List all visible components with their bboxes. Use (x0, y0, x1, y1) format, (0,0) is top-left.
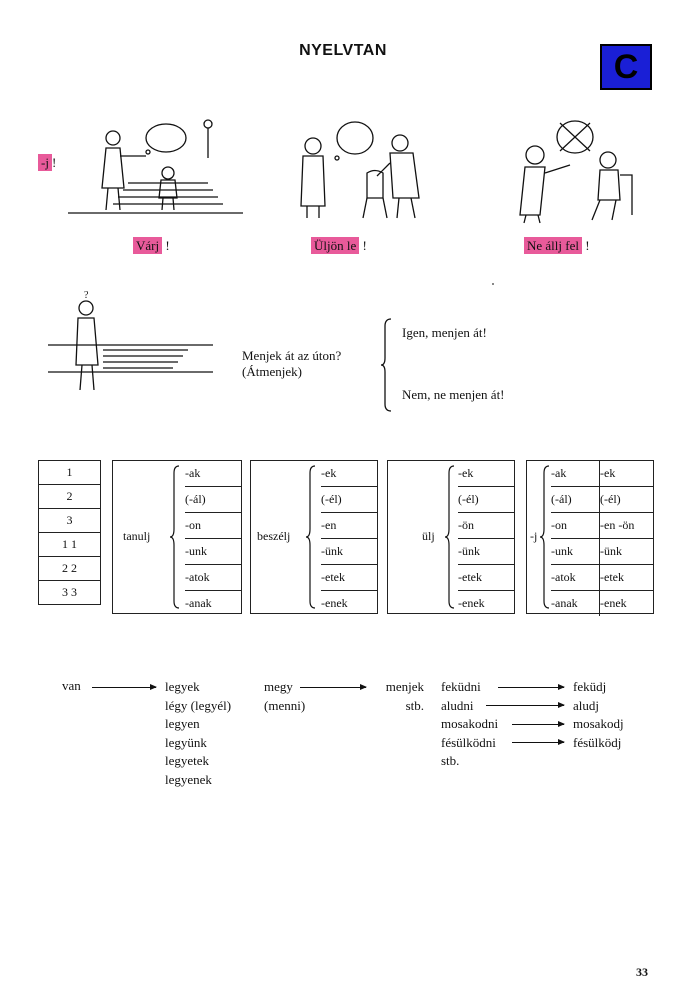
person-grid (38, 460, 101, 605)
ending: -etek (600, 565, 653, 591)
van-source: van (62, 678, 81, 693)
ending: -ünk (321, 539, 377, 565)
megy-infinitive: megy (264, 679, 293, 694)
caption-3-excl: ! (585, 238, 590, 253)
illustration-sit-down (295, 118, 435, 223)
caption-2-text: Üljön le (311, 237, 359, 254)
answer-no: Nem, ne menjen át! (402, 387, 505, 402)
ending: -ek (321, 461, 377, 487)
megy-target (376, 678, 424, 715)
form: legyen (165, 716, 200, 731)
conjugation-j-generic (526, 460, 654, 614)
ikes-to: feküdj (573, 679, 607, 694)
j-marker (38, 155, 56, 171)
caption-3-text: Ne állj fel (524, 237, 582, 254)
ikes-from: fésülködni (441, 734, 496, 750)
ending: -atok (551, 565, 599, 591)
ending: -enek (600, 596, 627, 610)
caption-1-text: Várj (133, 237, 162, 254)
ending: -on (185, 513, 241, 539)
endings-ulj (458, 461, 514, 616)
ending: (-ál) (185, 487, 241, 513)
person-cell: 2 (39, 485, 101, 509)
ending: -ak (551, 461, 599, 487)
ending: (-ál) (551, 487, 599, 513)
page-title: NYELVTAN (299, 42, 387, 59)
stem-ulj: ülj (422, 529, 435, 543)
j-marker-label: -j (38, 154, 52, 171)
ending: -ön (458, 513, 514, 539)
ikes-from: aludni (441, 697, 474, 713)
ikes-sources (441, 678, 498, 771)
ending: -enek (321, 596, 348, 610)
megy-etc: stb. (405, 697, 424, 713)
ending: -atok (185, 565, 241, 591)
endings-beszelj (321, 461, 377, 616)
ikes-to: mosakodj (573, 716, 624, 731)
ikes-from: mosakodni (441, 716, 499, 731)
arrow-icon (512, 742, 564, 743)
ending: -anak (185, 596, 212, 610)
ending: -ek (458, 461, 514, 487)
form: legyetek (165, 753, 210, 768)
person-cell: 1 1 (39, 533, 101, 557)
j-marker-excl: ! (51, 155, 57, 170)
ikes-targets (573, 678, 624, 752)
conjugation-tanulj (112, 460, 242, 614)
arrow-icon (512, 724, 564, 725)
question-line-1: Menjek át az úton? (242, 348, 342, 363)
ending: -en -ön (600, 513, 653, 539)
ikes-etc: stb. (441, 753, 460, 768)
ending: (-él) (321, 487, 377, 513)
caption-2 (311, 238, 367, 254)
ending: -anak (551, 596, 578, 610)
section-badge: C (600, 44, 652, 90)
ending: -en (321, 513, 377, 539)
person-cell: 2 2 (39, 557, 101, 581)
ikes-from: feküdni (441, 679, 481, 694)
ikes-to: fésülködj (573, 734, 622, 750)
ending: -etek (458, 565, 514, 591)
conj-brace (307, 465, 317, 609)
illustration-dont-stand-up (500, 115, 650, 225)
endings-tanulj (185, 461, 241, 616)
conj-brace (541, 465, 551, 609)
megy-infinitive-alt: (menni) (264, 697, 306, 713)
svg-text:?: ? (84, 290, 89, 301)
caption-3 (524, 238, 590, 254)
separator-dot (492, 283, 494, 285)
ending: -on (551, 513, 599, 539)
ending: -enek (458, 596, 485, 610)
van-forms (165, 678, 231, 789)
form: legyenek (165, 771, 212, 787)
ending: (-él) (458, 487, 514, 513)
arrow-icon (300, 687, 366, 688)
form: legyünk (165, 734, 207, 750)
ending: (-él) (600, 487, 653, 513)
ending: -ünk (600, 539, 653, 565)
ending: -ek (600, 461, 653, 487)
conj-brace (171, 465, 181, 609)
j-col-front (600, 461, 653, 616)
ending: -unk (551, 539, 599, 565)
stem-beszelj: beszélj (257, 529, 291, 543)
caption-1 (133, 238, 170, 254)
conj-brace (446, 465, 456, 609)
conjugation-ulj (387, 460, 515, 614)
ikes-to: aludj (573, 697, 599, 713)
form: légy (legyél) (165, 697, 232, 713)
caption-2-excl: ! (362, 238, 367, 253)
conjugation-beszelj (250, 460, 378, 614)
person-cell: 3 (39, 509, 101, 533)
ending: -etek (321, 565, 377, 591)
form: legyek (165, 679, 200, 694)
caption-1-excl: ! (165, 238, 170, 253)
arrow-icon (92, 687, 156, 688)
question-line-2: (Átmenjek) (242, 364, 302, 379)
ending: -unk (185, 539, 241, 565)
j-marker-table: -j (530, 529, 538, 543)
page-number: 33 (636, 965, 648, 979)
illustration-cross-street (48, 290, 218, 395)
person-cell: 1 (39, 461, 101, 485)
person-table (38, 460, 101, 605)
answer-brace (383, 318, 393, 413)
ending: -ünk (458, 539, 514, 565)
answer-yes: Igen, menjen át! (402, 325, 487, 340)
megy-source (264, 678, 305, 715)
megy-form: menjek (385, 679, 424, 694)
person-cell: 3 3 (39, 581, 101, 605)
question-text (242, 348, 341, 380)
stem-tanulj: tanulj (123, 529, 151, 543)
arrow-icon (486, 705, 564, 706)
ending: -ak (185, 461, 241, 487)
j-col-back (551, 461, 600, 616)
illustration-crosswalk-wait (68, 118, 248, 218)
arrow-icon (498, 687, 564, 688)
